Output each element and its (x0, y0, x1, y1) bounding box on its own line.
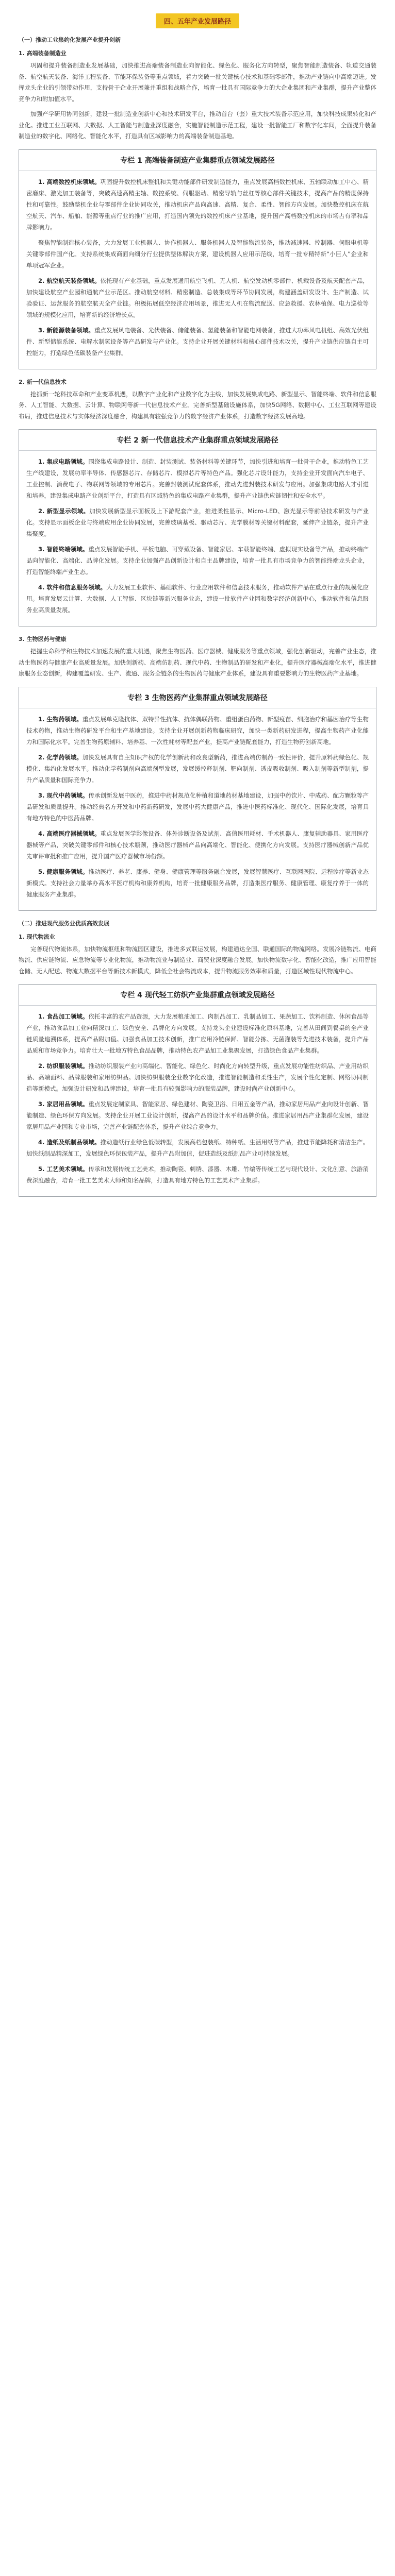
box-2-title: 专栏 2 新一代信息技术产业集群重点领域发展路径 (19, 430, 376, 451)
box-1-text: 依托现有产业基础，重点发展通用航空飞机、无人机、航空发动机零部件、机载设备及航天配套产品，加快建设航空产业园和通航产业示范区。推动航空材料、精密制造、总装集成等环节协同发展，构建涵盖研发设计、生产制造、试验验证、运营服务的航空航天全产业链。积极拓展低空经济应用场景，推进无人机在物流配送、应急救援、农林植保、电力巡检等领域的规模化应用，培育新的经济增长点。 (26, 277, 369, 318)
s4-paragraph: 完善现代物流体系，加快物流枢纽和物流园区建设，推进多式联运发展，构建通达全国、联通国际的物流网络。发展冷链物流、电商物流、供应链物流、应急物流等专业化物流，推动物流业与制造业、商贸业深度融合发展。加快物流数字化、智能化改造，推广应用智能仓储、无人配送、物流大数据平台等新技术新模式，降低全社会物流成本，提升物流服务效率和质量，打造区域性现代物流中心。 (19, 945, 376, 975)
box-3-paragraph (26, 752, 369, 786)
box-3-lead: 2. 化学药领域。 (38, 753, 83, 761)
box-4-lead: 2. 纺织服装领域。 (38, 1062, 89, 1070)
box-4-text: 推动造纸行业绿色低碳转型，发展高档包装纸、特种纸、生活用纸等产品，推进节能降耗和清洁生产。加快纸制品精深加工，发展绿色环保包装产品，提升产品附加值，促进造纸及纸制品产业可持续发展。 (26, 1139, 369, 1157)
box-3-lead: 3. 现代中药领域。 (38, 791, 89, 799)
box-2-lead: 4. 软件和信息服务领域。 (38, 584, 107, 591)
box-3-text: 传承创新发展中医药，推进中药材规范化种植和道地药材基地建设，加强中药饮片、中成药、配方颗粒等产品研发和质量提升。推动经典名方开发和中药新药研发，发展中药大健康产品，推进中医药标准化、现代化、国际化发展，培育具有地方特色的中医药品牌。 (26, 791, 369, 822)
s1-heading: （一）推动工业集约化发展产业提升创新 (19, 37, 121, 43)
box-1-lead: 3. 新能源装备领域。 (38, 326, 94, 334)
box-1-paragraph (26, 176, 369, 233)
column-box-3 (19, 687, 376, 911)
box-4-paragraph (26, 1137, 369, 1159)
box-1-paragraph (26, 325, 369, 359)
box-3-text: 加快发展具有自主知识产权的化学创新药和改良型新药，推进高端仿制药一致性评价，提升原料药绿色化、规模化、集约化发展水平。推动化学药制剂向高端剂型发展，发展缓控释制剂、靶向制剂、透皮吸收制剂、吸入制剂等新型制剂，提升产品质量和国际竞争力。 (26, 753, 369, 784)
section-title: 四、五年产业发展路径 (156, 13, 239, 28)
column-box-4 (19, 984, 376, 1197)
box-4-text: 重点发展定制家具、智能家居、绿色建材、陶瓷卫浴、日用五金等产品，推动家居用品产业向设计创新、智能制造、绿色环保方向发展。支持企业开展工业设计创新，提高产品的设计水平和品牌价值。推进家居用品产业集群化发展，建设家居用品产业园和专业市场，完善产业链配套体系，提升产业综合竞争力。 (26, 1100, 369, 1130)
box-1-paragraph (26, 275, 369, 320)
box-2-lead: 1. 集成电路领域。 (38, 458, 89, 465)
s2-subheading: 2. 新一代信息技术 (19, 378, 67, 385)
box-4-lead: 5. 工艺美术领域。 (38, 1165, 89, 1173)
box-4-title: 专栏 4 现代轻工纺织产业集群重点领域发展路径 (19, 985, 376, 1006)
box-2-paragraph (26, 544, 369, 578)
column-box-1 (19, 149, 376, 369)
section-title-wrap (19, 13, 376, 28)
box-2-lead: 2. 新型显示领域。 (38, 507, 90, 515)
box-3-paragraph (26, 714, 369, 748)
column-box-2 (19, 429, 376, 626)
box-3-lead: 5. 健康服务领域。 (38, 868, 89, 875)
box-2-paragraph (26, 505, 369, 539)
box-3-lead: 4. 高端医疗器械领域。 (38, 829, 101, 837)
box-3-text: 重点发展单克隆抗体、双特异性抗体、抗体偶联药物、重组蛋白药物、新型疫苗、细胞治疗和基因治疗等生物技术药物，推动生物药研发平台和生产基地建设。支持企业开展创新药物临床研究，加快一类新药研发进程，提高生物药产业化能力和国际化水平。完善生物药原辅料、培养基、一次性耗材等配套产业，提高产业链配套能力，打造生物药创新高地。 (26, 715, 369, 745)
box-1-text: 聚焦智能制造核心装备，大力发展工业机器人、协作机器人、服务机器人及智能物流装备，推动减速器、控制器、伺服电机等关键零部件国产化。支持系统集成商面向细分行业提供整体解决方案，建设机器人应用示范线，培育一批专精特新“小巨人”企业和单项冠军企业。 (26, 239, 369, 269)
box-1-text: 巩固提升数控机床整机和关键功能部件研发制造能力，重点发展高档数控机床、五轴联动加工中心、精密磨床、激光加工装备等，突破高速高精主轴、数控系统、伺服驱动、精密导轨与丝杠等核心部件关键技术，提高产品的精度保持性和可靠性。鼓励整机企业与零部件企业协同攻关，推动机床产品向高速、高精、复合、柔性、智能方向发展。加快数控机床在航空航天、汽车、船舶、能源等重点行业的推广应用，打造国内领先的数控机床产业基地，提升国产高档数控机床的市场占有率和品牌影响力。 (26, 178, 369, 231)
s2-paragraph: 抢抓新一轮科技革命和产业变革机遇，以数字产业化和产业数字化为主线，加快发展集成电路、新型显示、智能终端、软件和信息服务、人工智能、大数据、云计算、物联网等新一代信息技术产业。完善新型基础设施体系，加快5G网络、数据中心、工业互联网等建设布局，推进信息技术与实体经济深度融合，构建具有较强竞争力的数字经济产业体系，打造数字经济发展高地。 (19, 390, 376, 420)
box-3-paragraph (26, 790, 369, 824)
box-1-paragraph (26, 237, 369, 271)
box-4-paragraph (26, 1163, 369, 1186)
box-4-paragraph (26, 1098, 369, 1132)
box-4-lead: 3. 家居用品领域。 (38, 1100, 89, 1108)
box-1-lead: 1. 高端数控机床领域。 (38, 178, 101, 185)
box-4-lead: 1. 食品加工领域。 (38, 1013, 89, 1020)
box-2-text: 重点发展智能手机、平板电脑、可穿戴设备、智能家居、车载智能终端、虚拟现实设备等产品，推动终端产品向智能化、高端化、品牌化发展。支持企业加强产品创新设计和自主品牌建设，培育一批具有市场竞争力的智能终端龙头企业，打造智能终端产业生态。 (26, 546, 369, 575)
box-2-lead: 3. 智能终端领域。 (38, 546, 89, 553)
s3-paragraph: 把握生命科学和生物技术加速发展的重大机遇，聚焦生物医药、医疗器械、健康服务等重点领域，强化创新驱动，完善产业生态，推动生物医药与健康产业高质量发展。加快创新药、高端仿制药、现代中药、生物制品的研发和产业化，提升医疗器械高端化水平，推进健康服务业态创新，构建覆盖研发、生产、流通、服务全链条的生物医药与健康产业体系，建设具有重要影响力的生物医药产业基地。 (19, 648, 376, 677)
box-3-paragraph (26, 866, 369, 900)
box-4-paragraph (26, 1060, 369, 1094)
s1-subheading: 1. 高端装备制造业 (19, 50, 67, 57)
s1-paragraph: 巩固和提升装备制造业发展基础，加快推进高端装备制造业向智能化、绿色化、服务化方向转型，聚焦智能制造装备、轨道交通装备、航空航天装备、海洋工程装备、节能环保装备等重点领域，着力突破一批关键核心技术和基础零部件，推动产业链向中高端迈进。发挥龙头企业的引领带动作用，支持骨干企业开展兼并重组和战略合作，培育一批具有国际竞争力的大企业集团和产业集群，提升产业整体竞争力和附加值水平。 (19, 62, 376, 103)
s4-subheading: 1. 现代物流业 (19, 933, 55, 940)
box-3-title: 专栏 3 生物医药产业集群重点领域发展路径 (19, 687, 376, 708)
box-3-paragraph (26, 828, 369, 862)
box-3-text: 推动医疗、养老、康养、健身、健康管理等服务融合发展，发展智慧医疗、互联网医院、远程诊疗等新业态新模式。支持社会力量举办高水平医疗机构和康养机构，培育一批健康服务品牌，打造集医疗服务、健康管理、康复疗养于一体的健康服务产业集群。 (26, 868, 369, 898)
s4-heading: （二）推进现代服务业优质高效发展 (19, 920, 109, 927)
box-2-text: 围绕集成电路设计、制造、封装测试、装备材料等关键环节，加快引进和培育一批骨干企业，推动特色工艺生产线建设，发展功率半导体、传感器芯片、存储芯片、模拟芯片等特色产品。强化芯片设计能力，支持企业开发面向汽车电子、工业控制、消费电子、物联网等领域的专用芯片。完善封装测试配套体系，推动先进封装技术研发与应用。加强集成电路人才引进和培养，建设集成电路产业创新平台，打造具有区域特色的集成电路产业集群，提升产业链供应链韧性和安全水平。 (26, 458, 369, 499)
box-1-lead: 2. 航空航天装备领域。 (38, 277, 101, 284)
box-1-title: 专栏 1 高端装备制造产业集群重点领域发展路径 (19, 150, 376, 171)
box-3-text: 重点发展医学影像设备、体外诊断设备及试剂、高值医用耗材、手术机器人、康复辅助器具、家用医疗器械等产品，突破关键零部件和核心技术瓶颈，推动医疗器械产品向高端化、智能化、便携化方向发展。支持医疗器械创新产品优先审评审批和推广应用，提升国产医疗器械市场份额。 (26, 829, 369, 860)
box-3-lead: 1. 生物药领域。 (38, 715, 83, 723)
box-4-paragraph (26, 1011, 369, 1056)
box-4-text: 依托丰富的农产品资源，大力发展粮油加工、肉制品加工、乳制品加工、果蔬加工、饮料制造、休闲食品等产业，推动食品加工业向精深加工、绿色安全、品牌化方向发展。支持龙头企业建设标准化原料基地，完善从田间到餐桌的全产业链质量追溯体系，提高产品附加值。加强食品加工技术创新，推广应用冷链保鲜、智能分拣、无菌灌装等先进技术装备，提升产品品质和市场竞争力。培育壮大一批地方特色食品品牌，推动特色农产品加工业集聚发展，打造绿色食品产业集群。 (26, 1013, 369, 1054)
box-2-text: 加快发展新型显示面板及上下游配套产业，推进柔性显示、Micro-LED、激光显示等前沿技术研发与产业化。支持显示面板企业与终端应用企业协同发展，完善玻璃基板、驱动芯片、光学膜材等关键材料配套，延伸产业链条，提升产业集聚度。 (26, 507, 369, 537)
box-4-text: 推动纺织服装产业向高端化、智能化、绿色化、时尚化方向转型升级，重点发展功能性纺织品、产业用纺织品、高端面料、品牌服装和家用纺织品。加快纺织服装企业数字化改造，推进智能制造和柔性生产，发展个性化定制、网络协同制造等新模式。加强设计研发和品牌建设，培育一批具有较强影响力的服装品牌，建设时尚产业创新中心。 (26, 1062, 369, 1092)
s3-subheading: 3. 生物医药与健康 (19, 636, 67, 642)
box-2-text: 大力发展工业软件、基础软件、行业应用软件和信息技术服务，推动软件产品在重点行业的规模化应用。培育发展云计算、大数据、人工智能、区块链等新兴服务业态，建设一批软件产业园和数字经济创新中心，推动软件和信息服务业高质量发展。 (26, 584, 369, 614)
box-4-lead: 4. 造纸及纸制品领域。 (38, 1139, 101, 1146)
box-2-paragraph (26, 456, 369, 501)
box-4-text: 传承和发展传统工艺美术，推动陶瓷、刺绣、漆器、木雕、竹编等传统工艺与现代设计、文化创意、旅游消费深度融合，培育一批工艺美术大师和知名品牌，打造具有地方特色的工艺美术产业集群。 (26, 1165, 369, 1184)
s1-paragraph: 加强产学研用协同创新，建设一批制造业创新中心和技术研发平台，推动首台（套）重大技术装备示范应用，加快科技成果转化和产业化。推进工业互联网、大数据、人工智能与制造业深度融合，实施智能制造示范工程，建设一批智能工厂和数字化车间，全面提升装备制造业的数字化、网络化、智能化水平，打造具有区域影响力的高端装备制造基地。 (19, 110, 376, 140)
box-1-text: 重点发展风电装备、光伏装备、储能装备、氢能装备和智能电网装备，推进大功率风电机组、高效光伏组件、新型储能系统、电解水制氢设备等产品研发与产业化。支持企业开展关键材料和核心部件技术攻关，提升产业链供应链自主可控能力，打造绿色低碳装备产业集群。 (26, 326, 369, 357)
box-2-paragraph (26, 582, 369, 616)
